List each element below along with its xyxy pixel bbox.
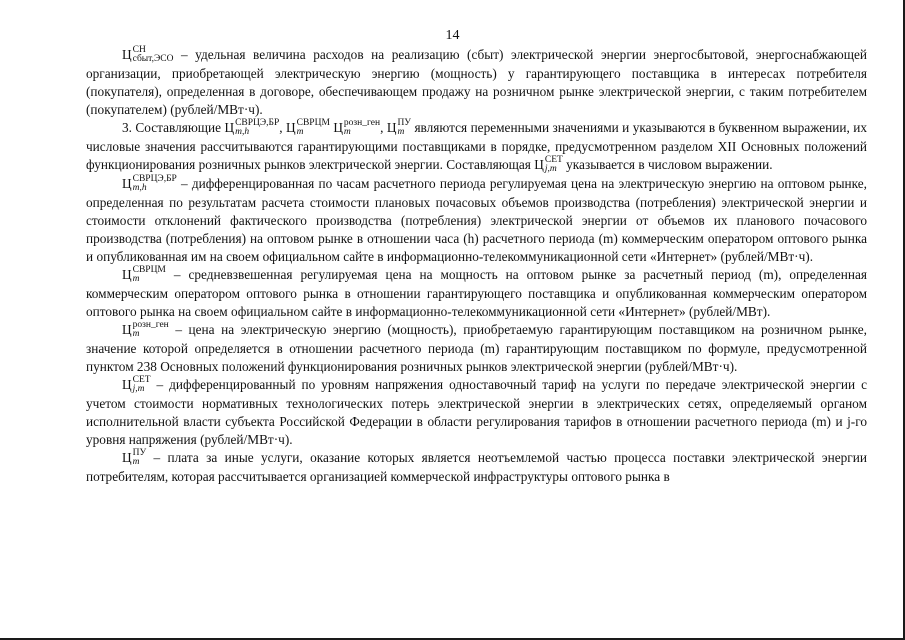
formula-symbol: Ц СВРЦЭ,БР m,h <box>122 174 177 193</box>
document-body <box>86 46 867 486</box>
formula-symbol: Ц розн_ген m <box>333 118 381 138</box>
formula-symbol: Ц СЕТ j,m <box>122 375 151 395</box>
paragraph-text: – удельная величина расходов на реализацию (сбыт) электрической энергии энергосбытовой, энергоснабжающей организации, приобретающей электрическую энергию (мощность) у гарантирующего поставщика в интересах потребителя (покупателя), определенная в договоре, обеспечивающем продажу на розничном рынке электрической энергии, с таким потребителем (покупателем) (рублей/МВт·ч). <box>86 47 867 118</box>
formula-symbol: Ц СВРЦЭ,БР m,h <box>224 118 280 138</box>
paragraph-pu <box>86 449 867 486</box>
formula-symbol: Ц СВРЦМ m <box>286 118 330 138</box>
formula-symbol: Ц ПУ m <box>386 118 412 138</box>
page-number: 14 <box>445 28 460 43</box>
paragraph-text: – цена на электрическую энергию (мощность), приобретаемую гарантирующим поставщиком на розничном рынке, значение которой определяется в отношении расчетного периода (m) гарантирующим поставщиком по формуле, предусмотренной пунктом 238 Основных положений функционирования розничных рынков электрической энергии (рублей/МВт·ч). <box>86 322 867 375</box>
paragraph-text: – плата за иные услуги, оказание которых является неотъемлемой частью процесса поставки электрической энергии потребителям, которая рассчитывается организацией коммерческой инфраструктуры оптового рынка в <box>86 450 867 485</box>
paragraph-text: – средневзвешенная регулируемая цена на мощность на оптовом рынке за расчетный период (m), определенная коммерческим оператором оптового рынка в отношении гарантирующего поставщика и опубликованная коммерческим оператором оптового рынка на своем официальном сайте в информационно-телекоммуникационной сети «Интернет» (рублей/МВт). <box>86 267 867 320</box>
paragraph-set <box>86 376 867 449</box>
paragraph-components: 3. Составляющие Ц СВРЦЭ,БР m,h , Ц СВРЦМ m Ц розн_ген m , Ц ПУ m являются переменными значениями и указываются в буквенном выражении, их числовые значения рассчитываются гарантирующими поставщиками в порядке, предусмотренном разделом XII Основных положений функционирования розничных рынков электрической энергии. Составляющая Ц СЕТ j,m указывается в числовом выражении. <box>86 118 867 175</box>
formula-symbol: Ц СЕТ j,m <box>534 155 563 175</box>
paragraph-svrtsm <box>86 266 867 321</box>
paragraph-svrtse-br <box>86 175 867 266</box>
paragraph-sbyt-eso <box>86 46 867 119</box>
paragraph-rozn-gen <box>86 321 867 376</box>
paragraph-text: – дифференцированный по уровням напряжения одноставочный тариф на услуги по передаче электрической энергии с учетом стоимости нормативных технологических потерь электрической энергии в электрических сетях, определяемый органом исполнительной власти субъекта Российской Федерации в области регулирования тарифов в отношении расчетного периода (m) и j-го уровня напряжения (рублей/МВт·ч). <box>86 377 867 448</box>
formula-symbol: Ц розн_ген m <box>122 320 169 340</box>
formula-symbol: Ц СВРЦМ m <box>122 265 166 285</box>
formula-symbol: Ц СН сбыт,ЭСО <box>122 44 174 64</box>
formula-symbol: Ц ПУ m <box>122 448 147 468</box>
paragraph-text: – дифференцированная по часам расчетного периода регулируемая цена на электрическую энергию на оптовом рынке, определенная по результатам расчета стоимости плановых почасовых объемов производства (потребления) электрической энергии и стоимости отклонений фактического производства (потребления) электрической энергии от объемов их планового почасового производства (потребления) на оптовом рынке в отношении часа (h) расчетного периода (m) коммерческим оператором оптового рынка и опубликованная им на своем официальном сайте в информационно-телекоммуникационной сети «Интернет» (рублей/МВт·ч). <box>86 176 867 265</box>
